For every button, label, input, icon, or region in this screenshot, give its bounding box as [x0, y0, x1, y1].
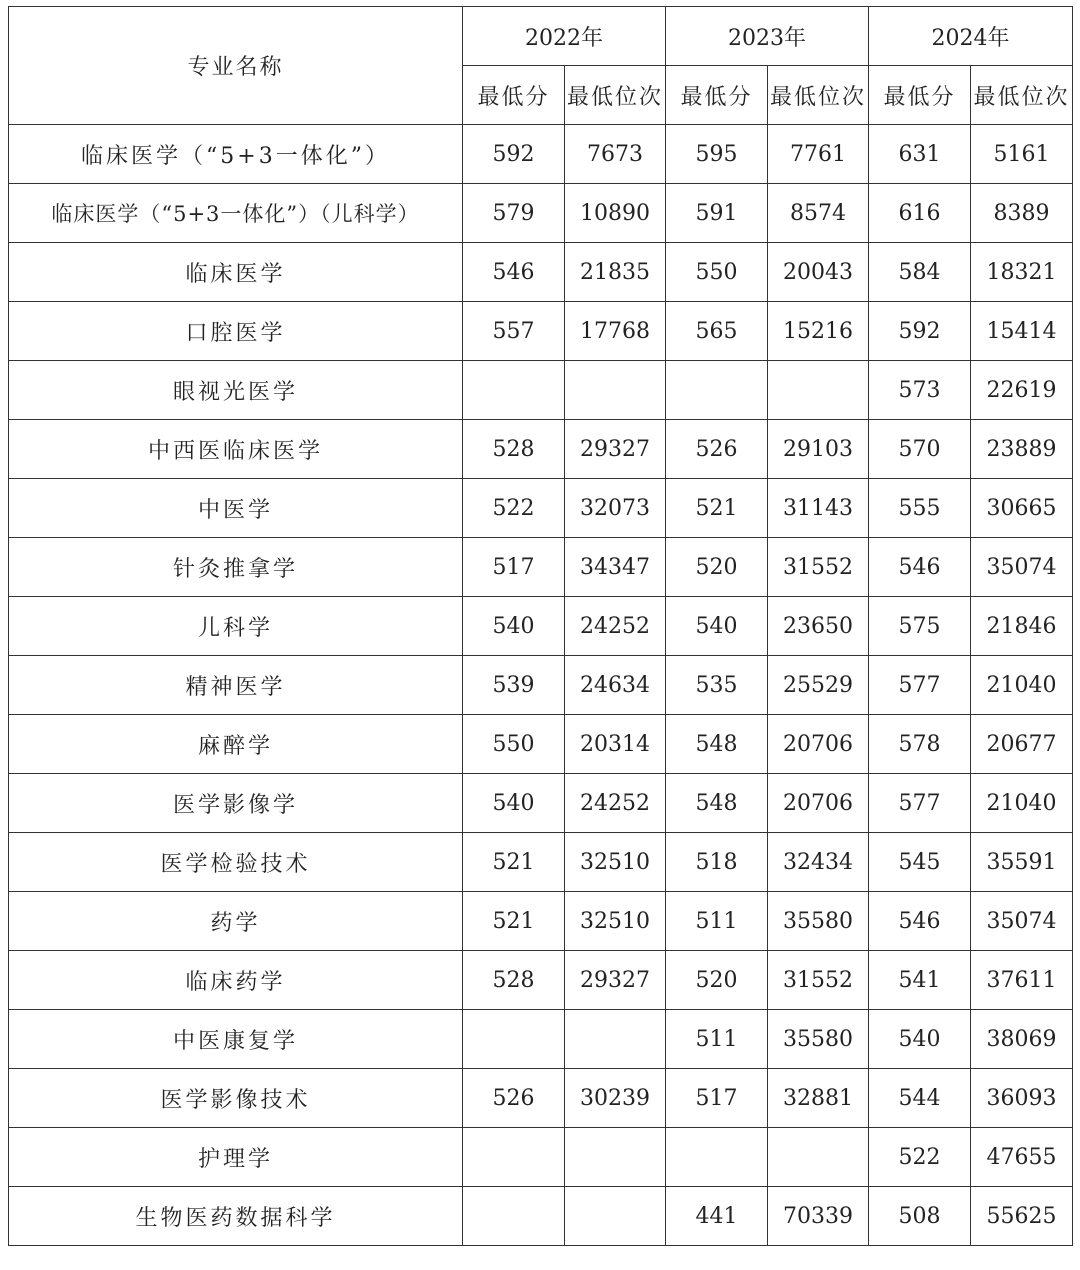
table-row	[9, 1128, 1073, 1187]
min-score-2024-cell: 540	[869, 1010, 971, 1069]
min-rank-2023-cell: 35580	[768, 892, 869, 951]
min-score-2024-cell: 575	[869, 597, 971, 656]
min-rank-2024-cell: 38069	[971, 1010, 1073, 1069]
min-rank-header-2023: 最低位次	[768, 66, 869, 125]
min-rank-2024-cell: 47655	[971, 1128, 1073, 1187]
min-rank-2023-cell: 35580	[768, 1010, 869, 1069]
table-row	[9, 1187, 1073, 1246]
min-score-2024-cell: 546	[869, 538, 971, 597]
min-score-2022-cell: 540	[463, 774, 565, 833]
min-score-2023-cell: 526	[666, 420, 768, 479]
major-name-cell: 麻醉学	[9, 715, 463, 774]
major-name-cell: 临床药学	[9, 951, 463, 1010]
min-rank-2022-cell	[565, 361, 666, 420]
min-score-2024-cell: 508	[869, 1187, 971, 1246]
major-name-cell: 眼视光医学	[9, 361, 463, 420]
min-score-2022-cell	[463, 361, 565, 420]
year-2024-header: 2024年	[869, 7, 1073, 66]
table-row	[9, 184, 1073, 243]
min-score-2024-cell: 546	[869, 892, 971, 951]
table-row	[9, 833, 1073, 892]
major-name-cell: 儿科学	[9, 597, 463, 656]
min-rank-2022-cell	[565, 1010, 666, 1069]
year-2022-header: 2022年	[463, 7, 666, 66]
min-rank-2023-cell: 20706	[768, 774, 869, 833]
table-row	[9, 597, 1073, 656]
year-2023-header: 2023年	[666, 7, 869, 66]
min-rank-2022-cell: 24252	[565, 597, 666, 656]
table-row	[9, 479, 1073, 538]
table-row	[9, 302, 1073, 361]
min-score-2022-cell: 579	[463, 184, 565, 243]
min-rank-2022-cell: 17768	[565, 302, 666, 361]
min-score-2022-cell: 522	[463, 479, 565, 538]
major-name-cell: 临床医学（“5+3一体化”）（儿科学）	[9, 184, 463, 243]
min-score-2023-cell: 520	[666, 951, 768, 1010]
min-rank-2023-cell: 15216	[768, 302, 869, 361]
table-row	[9, 1010, 1073, 1069]
min-score-2023-cell: 441	[666, 1187, 768, 1246]
min-score-2022-cell: 550	[463, 715, 565, 774]
min-rank-2023-cell	[768, 361, 869, 420]
min-rank-2023-cell: 20043	[768, 243, 869, 302]
header-row-years	[9, 7, 1073, 66]
min-score-2024-cell: 577	[869, 774, 971, 833]
min-rank-2023-cell: 29103	[768, 420, 869, 479]
min-score-2024-cell: 592	[869, 302, 971, 361]
min-score-header-2023: 最低分	[666, 66, 768, 125]
min-score-2023-cell	[666, 1128, 768, 1187]
min-rank-2023-cell: 8574	[768, 184, 869, 243]
min-rank-2022-cell: 32510	[565, 892, 666, 951]
min-score-2023-cell: 511	[666, 892, 768, 951]
min-rank-2023-cell: 7761	[768, 125, 869, 184]
min-score-2023-cell: 540	[666, 597, 768, 656]
min-rank-2023-cell	[768, 1128, 869, 1187]
table-row	[9, 656, 1073, 715]
min-score-2023-cell: 591	[666, 184, 768, 243]
min-score-2024-cell: 578	[869, 715, 971, 774]
table-row	[9, 892, 1073, 951]
min-score-2022-cell: 521	[463, 833, 565, 892]
major-name-cell: 药学	[9, 892, 463, 951]
min-score-2022-cell	[463, 1187, 565, 1246]
table-header	[9, 7, 1073, 125]
table-row	[9, 420, 1073, 479]
min-rank-2024-cell: 35074	[971, 538, 1073, 597]
table-row	[9, 1069, 1073, 1128]
min-score-2023-cell: 518	[666, 833, 768, 892]
min-rank-2022-cell: 30239	[565, 1069, 666, 1128]
min-rank-2024-cell: 20677	[971, 715, 1073, 774]
min-rank-2024-cell: 21846	[971, 597, 1073, 656]
min-rank-2024-cell: 23889	[971, 420, 1073, 479]
min-rank-2023-cell: 31552	[768, 538, 869, 597]
min-rank-header-2022: 最低位次	[565, 66, 666, 125]
min-score-2023-cell: 511	[666, 1010, 768, 1069]
min-rank-2022-cell: 24252	[565, 774, 666, 833]
min-score-2022-cell	[463, 1128, 565, 1187]
min-rank-2024-cell: 35074	[971, 892, 1073, 951]
major-name-cell: 医学影像技术	[9, 1069, 463, 1128]
major-name-cell: 临床医学	[9, 243, 463, 302]
table-row	[9, 243, 1073, 302]
min-score-2022-cell: 521	[463, 892, 565, 951]
min-score-2023-cell: 550	[666, 243, 768, 302]
major-name-cell: 临床医学（“5+3一体化”）	[9, 125, 463, 184]
min-rank-2023-cell: 20706	[768, 715, 869, 774]
min-rank-2022-cell: 32510	[565, 833, 666, 892]
min-rank-2024-cell: 15414	[971, 302, 1073, 361]
major-name-cell: 中西医临床医学	[9, 420, 463, 479]
min-score-2024-cell: 545	[869, 833, 971, 892]
min-score-2022-cell: 546	[463, 243, 565, 302]
major-name-cell: 医学影像学	[9, 774, 463, 833]
admission-score-table	[8, 6, 1073, 1246]
table-body	[9, 125, 1073, 1246]
min-rank-2024-cell: 5161	[971, 125, 1073, 184]
min-score-2024-cell: 616	[869, 184, 971, 243]
min-rank-2022-cell: 24634	[565, 656, 666, 715]
min-score-2024-cell: 555	[869, 479, 971, 538]
min-score-2022-cell: 526	[463, 1069, 565, 1128]
min-rank-2022-cell: 29327	[565, 951, 666, 1010]
min-rank-2023-cell: 31552	[768, 951, 869, 1010]
min-score-2023-cell: 517	[666, 1069, 768, 1128]
min-rank-2024-cell: 37611	[971, 951, 1073, 1010]
min-rank-2022-cell: 20314	[565, 715, 666, 774]
min-score-2022-cell	[463, 1010, 565, 1069]
min-rank-2022-cell: 29327	[565, 420, 666, 479]
table-row	[9, 538, 1073, 597]
min-rank-2023-cell: 32434	[768, 833, 869, 892]
table-row	[9, 715, 1073, 774]
min-score-2022-cell: 528	[463, 951, 565, 1010]
min-rank-header-2024: 最低位次	[971, 66, 1073, 125]
min-score-2023-cell: 521	[666, 479, 768, 538]
major-name-cell: 中医学	[9, 479, 463, 538]
min-rank-2022-cell: 32073	[565, 479, 666, 538]
min-rank-2022-cell	[565, 1128, 666, 1187]
min-rank-2024-cell: 18321	[971, 243, 1073, 302]
table-row	[9, 125, 1073, 184]
min-score-2023-cell: 548	[666, 774, 768, 833]
min-rank-2024-cell: 21040	[971, 774, 1073, 833]
major-name-cell: 精神医学	[9, 656, 463, 715]
min-score-2024-cell: 573	[869, 361, 971, 420]
min-rank-2024-cell: 36093	[971, 1069, 1073, 1128]
min-rank-2024-cell: 8389	[971, 184, 1073, 243]
min-rank-2024-cell: 21040	[971, 656, 1073, 715]
min-rank-2023-cell: 70339	[768, 1187, 869, 1246]
min-rank-2022-cell: 10890	[565, 184, 666, 243]
major-name-cell: 医学检验技术	[9, 833, 463, 892]
min-score-header-2022: 最低分	[463, 66, 565, 125]
min-rank-2024-cell: 22619	[971, 361, 1073, 420]
major-name-cell: 口腔医学	[9, 302, 463, 361]
major-name-cell: 护理学	[9, 1128, 463, 1187]
min-score-2024-cell: 577	[869, 656, 971, 715]
min-score-2022-cell: 528	[463, 420, 565, 479]
min-score-2024-cell: 584	[869, 243, 971, 302]
min-rank-2023-cell: 25529	[768, 656, 869, 715]
score-table-container	[8, 6, 1073, 1246]
min-score-2023-cell: 565	[666, 302, 768, 361]
major-name-cell: 中医康复学	[9, 1010, 463, 1069]
min-score-2024-cell: 541	[869, 951, 971, 1010]
min-score-2024-cell: 544	[869, 1069, 971, 1128]
min-rank-2022-cell: 34347	[565, 538, 666, 597]
min-score-2024-cell: 522	[869, 1128, 971, 1187]
min-rank-2024-cell: 35591	[971, 833, 1073, 892]
min-score-2023-cell	[666, 361, 768, 420]
table-row	[9, 361, 1073, 420]
min-rank-2023-cell: 32881	[768, 1069, 869, 1128]
table-row	[9, 951, 1073, 1010]
min-score-2022-cell: 517	[463, 538, 565, 597]
min-rank-2023-cell: 23650	[768, 597, 869, 656]
major-name-cell: 生物医药数据科学	[9, 1187, 463, 1246]
min-score-2022-cell: 592	[463, 125, 565, 184]
min-score-2022-cell: 540	[463, 597, 565, 656]
major-name-header: 专业名称	[9, 7, 463, 125]
min-score-2023-cell: 520	[666, 538, 768, 597]
min-score-2024-cell: 631	[869, 125, 971, 184]
min-rank-2022-cell: 7673	[565, 125, 666, 184]
min-rank-2024-cell: 30665	[971, 479, 1073, 538]
min-rank-2022-cell: 21835	[565, 243, 666, 302]
min-score-header-2024: 最低分	[869, 66, 971, 125]
min-score-2022-cell: 557	[463, 302, 565, 361]
major-name-cell: 针灸推拿学	[9, 538, 463, 597]
min-score-2023-cell: 595	[666, 125, 768, 184]
min-score-2023-cell: 535	[666, 656, 768, 715]
min-score-2022-cell: 539	[463, 656, 565, 715]
table-row	[9, 774, 1073, 833]
min-score-2024-cell: 570	[869, 420, 971, 479]
min-score-2023-cell: 548	[666, 715, 768, 774]
min-rank-2022-cell	[565, 1187, 666, 1246]
min-rank-2023-cell: 31143	[768, 479, 869, 538]
min-rank-2024-cell: 55625	[971, 1187, 1073, 1246]
